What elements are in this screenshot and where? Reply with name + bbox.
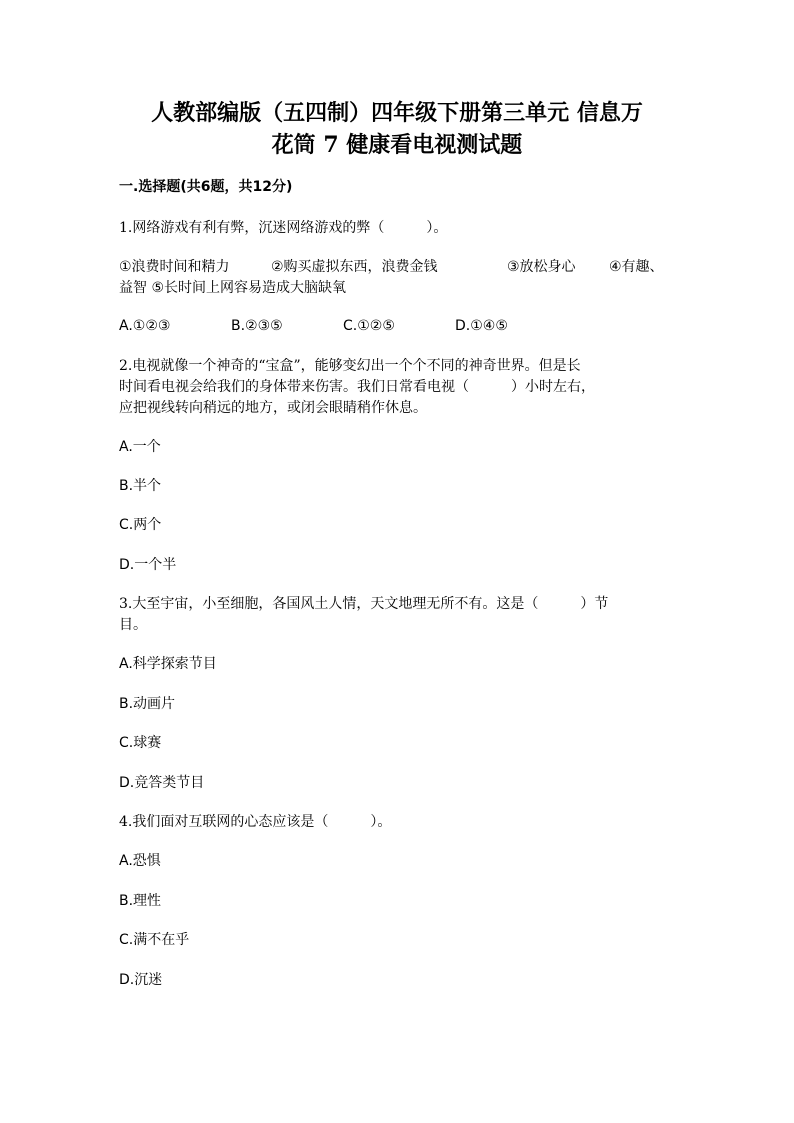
question-3-option-b[interactable]: B.动画片	[119, 696, 176, 712]
question-1-option-d[interactable]: D.①④⑤	[455, 318, 508, 334]
statement-2: ②购买虚拟东西，浪费金钱	[271, 259, 438, 275]
question-1-stem: 1.网络游戏有利有弊，沉迷网络游戏的弊（ ）。	[119, 220, 448, 236]
question-1-options	[119, 316, 679, 336]
statement-1: ①浪费时间和精力	[119, 259, 230, 275]
question-1-option-c[interactable]: C.①②⑤	[343, 318, 395, 334]
document-title-line-2: 花筒 7 健康看电视测试题	[271, 132, 523, 158]
question-4-option-d[interactable]: D.沉迷	[119, 972, 163, 988]
document-title-line-1: 人教部编版（五四制）四年级下册第三单元 信息万	[151, 100, 643, 126]
question-1-option-a[interactable]: A.①②③	[119, 318, 171, 334]
question-2-option-a[interactable]: A.一个	[119, 439, 161, 455]
question-4-option-a[interactable]: A.恐惧	[119, 853, 161, 869]
question-3-stem-line-1: 3.大至宇宙，小至细胞，各国风土人情，天文地理无所不有。这是（ ）节	[119, 596, 609, 612]
question-3-stem-line-2: 目。	[119, 617, 147, 633]
section-title: 一.选择题(共6题，共12分)	[119, 179, 293, 195]
question-1-statements-line-1	[119, 257, 679, 277]
question-2-stem-line-3: 应把视线转向稍远的地方，或闭会眼睛稍作休息。	[119, 400, 427, 416]
question-2-stem-line-2: 时间看电视会给我们的身体带来伤害。我们日常看电视（ ）小时左右，	[119, 379, 595, 395]
question-1-option-b[interactable]: B.②③⑤	[231, 318, 283, 334]
question-3-option-a[interactable]: A.科学探索节目	[119, 656, 217, 672]
question-4-stem: 4.我们面对互联网的心态应该是（ ）。	[119, 814, 392, 830]
question-3-option-d[interactable]: D.竞答类节目	[119, 775, 205, 791]
question-4-option-c[interactable]: C.满不在乎	[119, 932, 190, 948]
question-2-option-c[interactable]: C.两个	[119, 517, 162, 533]
question-3-option-c[interactable]: C.球赛	[119, 735, 162, 751]
question-1-statements-line-2: 益智 ⑤长时间上网容易造成大脑缺氧	[119, 280, 347, 296]
question-2-stem-line-1: 2.电视就像一个神奇的“宝盒”，能够变幻出一个个不同的神奇世界。但是长	[119, 358, 581, 374]
statement-3: ③放松身心	[507, 259, 576, 275]
question-2-option-d[interactable]: D.一个半	[119, 557, 177, 573]
statement-4: ④有趣、	[609, 259, 664, 275]
question-2-option-b[interactable]: B.半个	[119, 478, 162, 494]
question-4-option-b[interactable]: B.理性	[119, 893, 162, 909]
